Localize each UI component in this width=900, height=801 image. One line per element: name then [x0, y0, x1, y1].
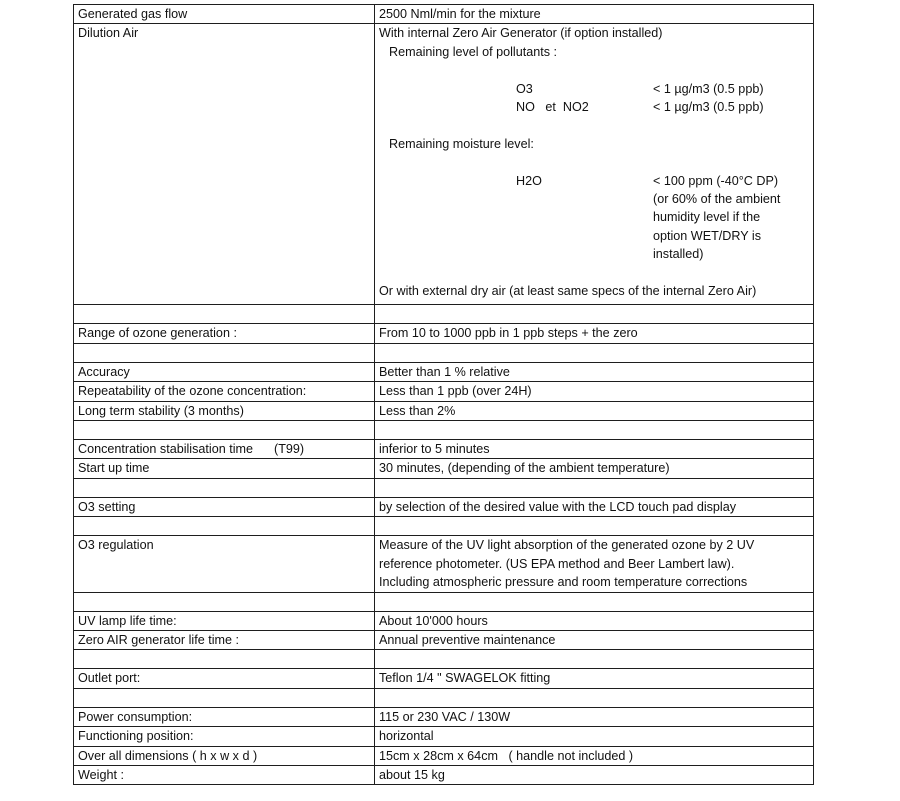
table-row: [74, 536, 814, 592]
row-label: Weight :: [74, 765, 375, 784]
pollutant-name: NO et NO2: [516, 100, 589, 115]
row-value: 15cm x 28cm x 64cm ( handle not included ): [375, 746, 814, 765]
pollutant-name: O3: [516, 81, 533, 96]
pollutant-value: < 1 µg/m3 (0.5 ppb): [653, 100, 764, 115]
specifications-table: [73, 4, 814, 785]
external-air-note: Or with external dry air (at least same specs of the internal Zero Air): [379, 284, 757, 299]
row-value: About 10'000 hours: [375, 611, 814, 630]
row-value: horizontal: [375, 727, 814, 746]
row-value: 115 or 230 VAC / 130W: [375, 707, 814, 726]
table-row: [74, 630, 814, 649]
row-value: From 10 to 1000 ppb in 1 ppb steps + the zero: [375, 324, 814, 343]
table-row: [74, 746, 814, 765]
row-label: Functioning position:: [74, 727, 375, 746]
table-row: [74, 727, 814, 746]
row-label: Concentration stabilisation time (T99): [74, 440, 375, 459]
row-label: Repeatability of the ozone concentration:: [74, 382, 375, 401]
table-row: [74, 707, 814, 726]
row-value: 30 minutes, (depending of the ambient temperature): [375, 459, 814, 478]
row-label: Accuracy: [74, 362, 375, 381]
row-label: Dilution Air: [74, 24, 375, 305]
row-value: Teflon 1/4 " SWAGELOK fitting: [375, 669, 814, 688]
row-label: O3 setting: [74, 497, 375, 516]
row-label: Outlet port:: [74, 669, 375, 688]
table-row: [74, 497, 814, 516]
pollutant-value: < 1 µg/m3 (0.5 ppb): [653, 81, 764, 96]
table-row: [74, 401, 814, 420]
table-row: [74, 669, 814, 688]
moisture-value: < 100 ppm (-40°C DP) (or 60% of the ambient humidity level if the option WET/DRY is installed): [653, 173, 781, 262]
row-value: 2500 Nml/min for the mixture: [375, 5, 814, 24]
row-value: Less than 2%: [375, 401, 814, 420]
table-row: [74, 362, 814, 381]
row-label: Start up time: [74, 459, 375, 478]
table-row: [74, 382, 814, 401]
table-row: [74, 324, 814, 343]
row-label: O3 regulation: [74, 536, 375, 592]
row-value: Annual preventive maintenance: [375, 630, 814, 649]
pollutant-o3: [379, 80, 809, 98]
row-value: inferior to 5 minutes: [375, 440, 814, 459]
row-value: about 15 kg: [375, 765, 814, 784]
row-label: Generated gas flow: [74, 5, 375, 24]
row-label: Zero AIR generator life time :: [74, 630, 375, 649]
table-row: [74, 24, 814, 305]
row-value: by selection of the desired value with the LCD touch pad display: [375, 497, 814, 516]
pollutant-no: [379, 98, 809, 116]
table-row: [74, 765, 814, 784]
table-row: [74, 459, 814, 478]
table-row: [74, 440, 814, 459]
table-row: [74, 611, 814, 630]
dilution-intro: With internal Zero Air Generator (if option installed): [379, 26, 663, 41]
row-label: UV lamp life time:: [74, 611, 375, 630]
row-label: Long term stability (3 months): [74, 401, 375, 420]
table-row: [74, 5, 814, 24]
row-value: Less than 1 ppb (over 24H): [375, 382, 814, 401]
dilution-air-details: [375, 24, 814, 305]
row-value: Better than 1 % relative: [375, 362, 814, 381]
row-label: Power consumption:: [74, 707, 375, 726]
row-label: Range of ozone generation :: [74, 324, 375, 343]
moisture-title: Remaining moisture level:: [389, 136, 534, 151]
row-label: Over all dimensions ( h x w x d ): [74, 746, 375, 765]
moisture-h2o: [379, 172, 809, 264]
row-value: Measure of the UV light absorption of the generated ozone by 2 UV reference photometer. (US EPA method and Beer Lambert law). Including atmospheric pressure and room temperature corrections: [375, 536, 814, 592]
moisture-name: H2O: [516, 173, 542, 188]
pollutants-title: Remaining level of pollutants :: [389, 44, 558, 59]
